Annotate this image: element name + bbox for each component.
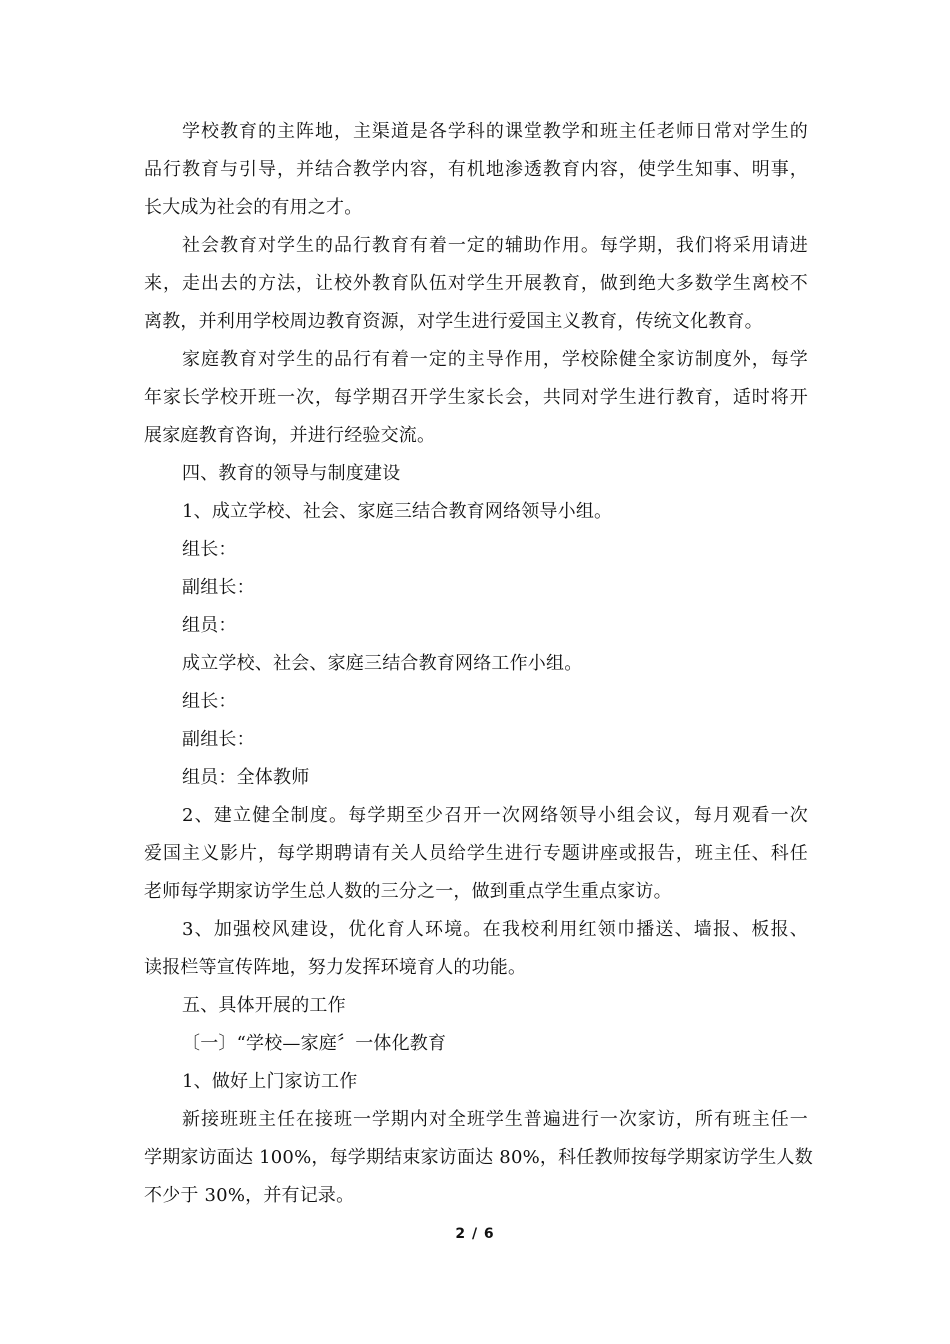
paragraph-line: 学校教育的主阵地，主渠道是各学科的课堂教学和班主任老师日常对学生的 [182, 121, 808, 142]
subsection-heading: 〔一〕“学校—家庭〞一体化教育 [182, 1033, 447, 1054]
paragraph-line: 读报栏等宣传阵地，努力发挥环境育人的功能。 [144, 957, 527, 978]
document-body [144, 113, 813, 1215]
paragraph-line: 新接班班主任在接班一学期内对全班学生普遍进行一次家访，所有班主任一 [182, 1109, 808, 1130]
list-item: 成立学校、社会、家庭三结合教育网络工作小组。 [182, 653, 583, 674]
section-heading: 五、具体开展的工作 [182, 995, 346, 1016]
list-item: 1、做好上门家访工作 [182, 1071, 358, 1092]
paragraph-line: 老师每学期家访学生总人数的三分之一，做到重点学生重点家访。 [144, 881, 672, 902]
paragraph-line: 展家庭教育咨询，并进行经验交流。 [144, 425, 436, 446]
role-line: 副组长： [182, 577, 255, 598]
paragraph-line: 社会教育对学生的品行教育有着一定的辅助作用。每学期，我们将采用请进 [182, 235, 808, 256]
list-item: 1、成立学校、社会、家庭三结合教育网络领导小组。 [182, 501, 613, 522]
paragraph-line: 家庭教育对学生的品行有着一定的主导作用，学校除健全家访制度外，每学 [182, 349, 808, 370]
paragraph-line: 3、加强校风建设，优化育人环境。在我校利用红领巾播送、墙报、板报、 [182, 919, 808, 940]
paragraph-line: 年家长学校开班一次，每学期召开学生家长会，共同对学生进行教育，适时将开 [144, 387, 808, 408]
role-line: 组员： [182, 615, 237, 636]
role-line: 组长： [182, 691, 237, 712]
role-line: 组员：全体教师 [182, 767, 310, 788]
role-line: 副组长： [182, 729, 255, 750]
paragraph-line: 爱国主义影片，每学期聘请有关人员给学生进行专题讲座或报告，班主任、科任 [144, 843, 808, 864]
page-number: 2 / 6 [455, 1226, 495, 1242]
paragraph-line: 学期家访面达 100%，每学期结束家访面达 80%，科任教师按每学期家访学生人数 [144, 1147, 813, 1168]
paragraph-line: 离教，并利用学校周边教育资源，对学生进行爱国主义教育，传统文化教育。 [144, 311, 763, 332]
paragraph-line: 长大成为社会的有用之才。 [144, 197, 363, 218]
role-line: 组长： [182, 539, 237, 560]
paragraph-line: 不少于 30%，并有记录。 [144, 1185, 355, 1206]
section-heading: 四、教育的领导与制度建设 [182, 463, 401, 484]
paragraph-line: 品行教育与引导，并结合教学内容，有机地渗透教育内容，使学生知事、明事， [144, 159, 808, 180]
paragraph-line: 2、建立健全制度。每学期至少召开一次网络领导小组会议，每月观看一次 [182, 805, 808, 826]
paragraph-line: 来，走出去的方法，让校外教育队伍对学生开展教育，做到绝大多数学生离校不 [144, 273, 808, 294]
